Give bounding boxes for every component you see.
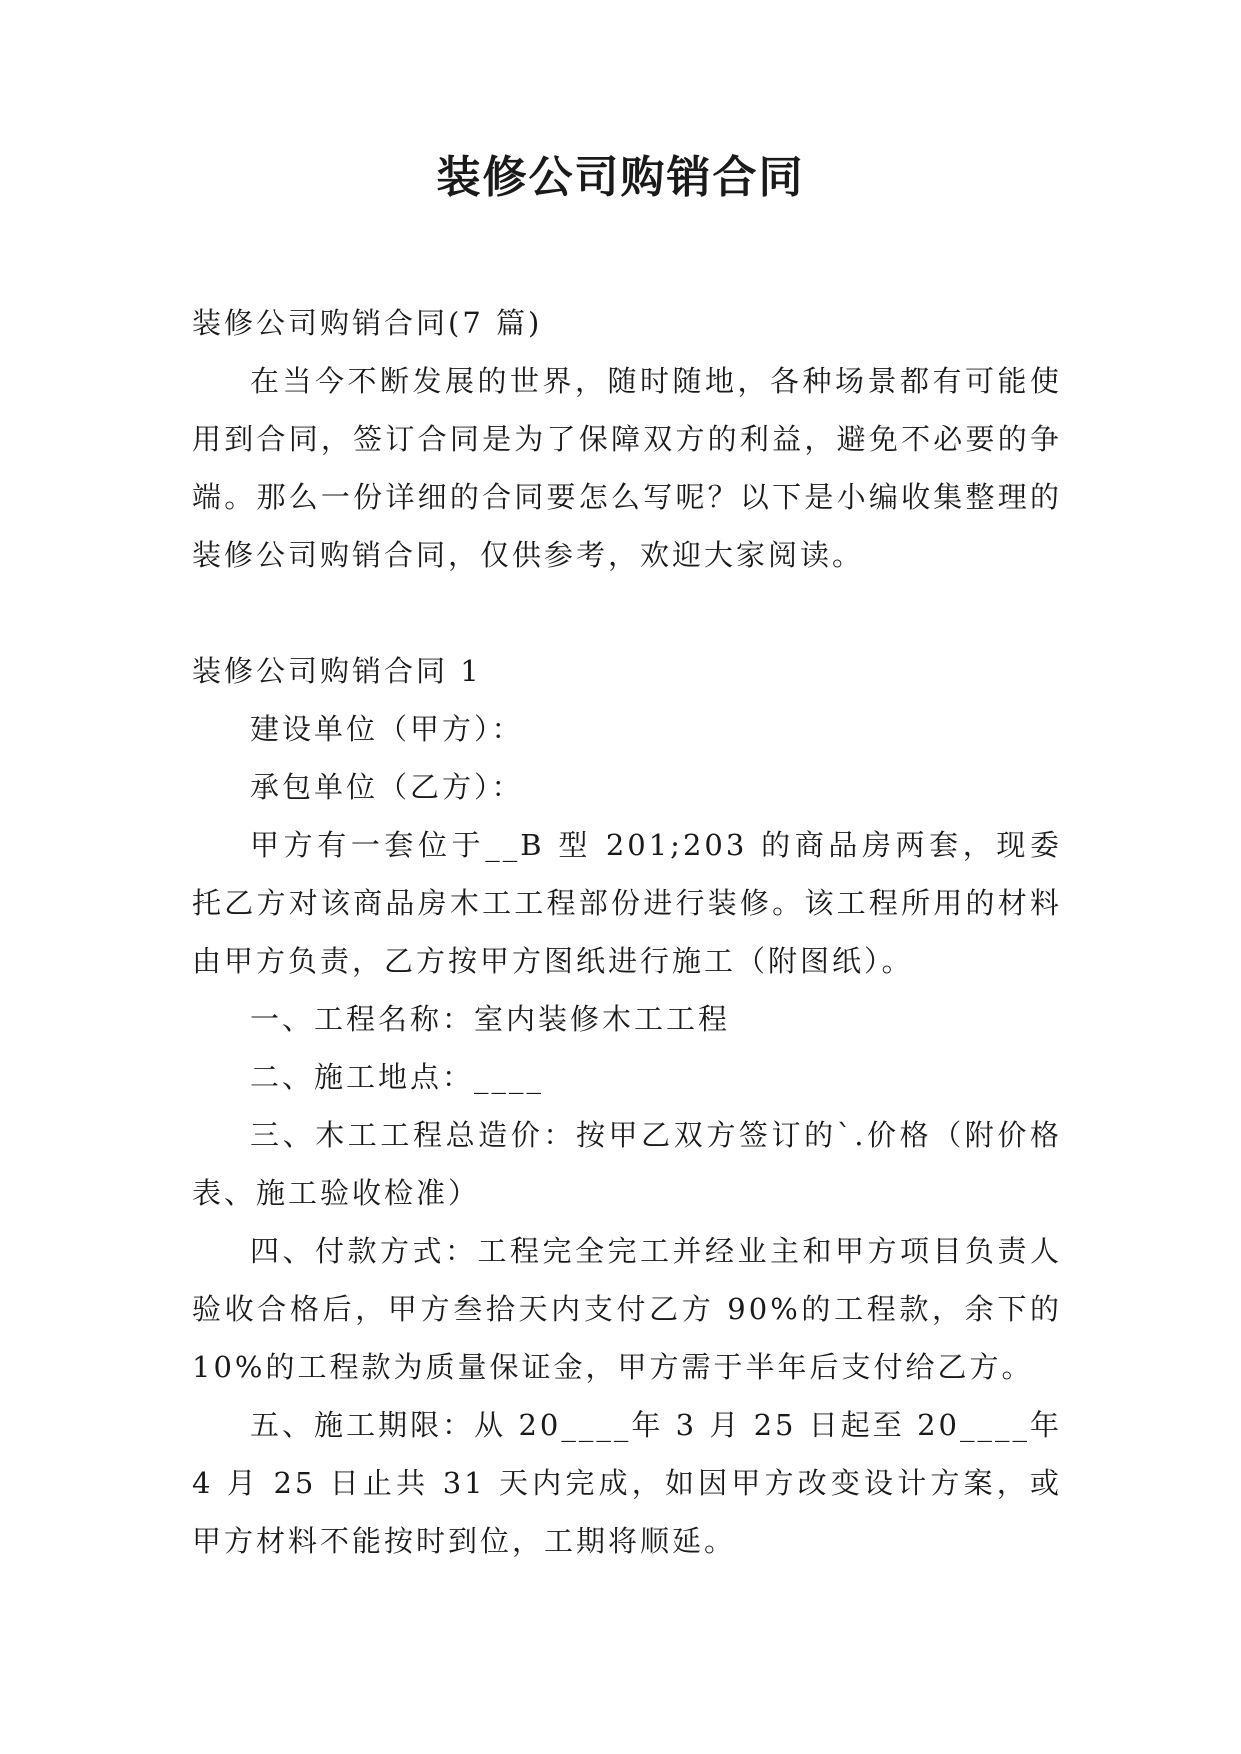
section-title: 装修公司购销合同 1 [192,654,482,688]
contract-description: 甲方有一套位于__B 型 201;203 的商品房两套，现委托乙方对该商品房木工工程部份进行装修。该工程所用的材料由甲方负责，乙方按甲方图纸进行施工（附图纸）。 [192,828,1062,978]
document-body [192,294,1062,1570]
party-a-line: 建设单位（甲方）： [250,712,524,746]
paragraph-gap [192,584,1062,642]
intro-paragraph: 在当今不断发展的世界，随时随地，各种场景都有可能使用到合同，签订合同是为了保障双方的利益，避免不必要的争端。那么一份详细的合同要怎么写呢？以下是小编收集整理的装修公司购销合同，仅供参考，欢迎大家阅读。 [192,364,1062,572]
party-b-line: 承包单位（乙方）： [250,770,524,804]
clause-payment: 四、付款方式：工程完全完工并经业主和甲方项目负责人验收合格后，甲方叁拾天内支付乙方 90%的工程款，余下的 10%的工程款为质量保证金，甲方需于半年后支付给乙方。 [192,1234,1062,1384]
clause-location: 二、施工地点：____ [250,1060,545,1094]
document-title: 装修公司购销合同 [436,152,805,203]
clause-total-price: 三、木工工程总造价：按甲乙双方签订的`.价格（附价格表、施工验收检准） [192,1118,1062,1210]
document-subtitle: 装修公司购销合同(7 篇) [192,306,543,340]
clause-schedule: 五、施工期限：从 20____年 3 月 25 日起至 20____年 4 月 25 日止共 31 天内完成，如因甲方改变设计方案，或甲方材料不能按时到位，工期将顺延。 [192,1408,1062,1558]
clause-project-name: 一、工程名称：室内装修木工工程 [250,1002,731,1036]
